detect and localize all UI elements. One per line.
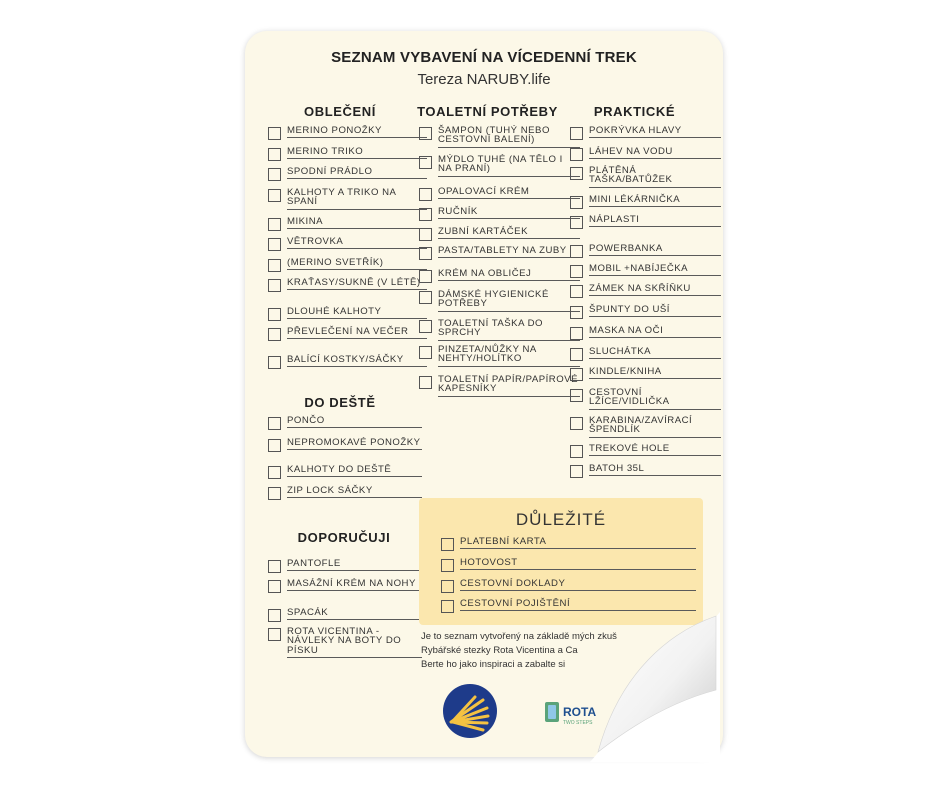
checklist-item-label: MERINO TRIKO bbox=[287, 147, 427, 159]
checkbox[interactable] bbox=[419, 208, 432, 221]
checklist-item-pokryvka-hlavy[interactable] bbox=[570, 126, 721, 140]
checklist-item-label: KALHOTY A TRIKO NA SPANÍ bbox=[287, 188, 427, 210]
checklist-item-cestovni-doklady[interactable] bbox=[441, 579, 696, 593]
checklist-item-label: PLATEBNÍ KARTA bbox=[460, 537, 696, 549]
checkbox[interactable] bbox=[268, 168, 281, 181]
checklist-item-maska-na-oci[interactable] bbox=[570, 326, 721, 340]
checkbox[interactable] bbox=[419, 247, 432, 260]
checkbox[interactable] bbox=[268, 148, 281, 161]
checklist-item-powerbanka[interactable] bbox=[570, 244, 721, 258]
checkbox[interactable] bbox=[268, 356, 281, 369]
checkbox[interactable] bbox=[570, 445, 583, 458]
checklist-item-damske-hygienicke-potreby[interactable] bbox=[419, 290, 580, 312]
checklist-item-mydlo-tuhe-na-telo-i-na-prani[interactable] bbox=[419, 155, 580, 177]
checklist-item-masazni-krem-na-nohy[interactable] bbox=[268, 579, 422, 593]
checklist-item-label: ROTA VICENTINA - NÁVLEKY NA BOTY DO PÍSKU bbox=[287, 627, 422, 658]
checklist-item-label: ZÁMEK NA SKŘÍŇKU bbox=[589, 284, 721, 296]
checkbox[interactable] bbox=[268, 328, 281, 341]
heading-doporucuji: DOPORUČUJI bbox=[297, 530, 391, 545]
checklist-item-batoh-35l[interactable] bbox=[570, 464, 721, 478]
checklist-item-label: TREKOVÉ HOLE bbox=[589, 444, 721, 456]
checklist-item-spacak[interactable] bbox=[268, 608, 422, 622]
checkbox[interactable] bbox=[268, 238, 281, 251]
checkbox[interactable] bbox=[268, 279, 281, 292]
checkbox[interactable] bbox=[570, 327, 583, 340]
logo-text: ROTA bbox=[563, 705, 597, 719]
note-line: Rybářské stezky Rota Vicentina a Ca bbox=[421, 645, 578, 656]
checklist-item-label: DLOUHÉ KALHOTY bbox=[287, 307, 427, 319]
checkbox[interactable] bbox=[268, 417, 281, 430]
checklist-item-label: BALÍCÍ KOSTKY/SÁČKY bbox=[287, 355, 427, 367]
checklist-item-cestovni-pojisteni[interactable] bbox=[441, 599, 696, 613]
checklist-item-label: MASKA NA OČI bbox=[589, 326, 721, 338]
checklist-item-label: KARABINA/ZAVÍRACÍ ŠPENDLÍK bbox=[589, 416, 721, 438]
checklist-item-label: SLUCHÁTKA bbox=[589, 347, 721, 359]
checklist-item-label: CESTOVNÍ DOKLADY bbox=[460, 579, 696, 591]
checklist-item-toaletni-papir-papirove-kapesniky[interactable] bbox=[419, 375, 580, 397]
checklist-item-vetrovka[interactable] bbox=[268, 237, 427, 251]
checkbox[interactable] bbox=[419, 320, 432, 333]
checkbox[interactable] bbox=[419, 376, 432, 389]
checklist-item-label: NÁPLASTI bbox=[589, 215, 721, 227]
checklist-item-label: MINI LÉKÁRNIČKA bbox=[589, 195, 721, 207]
page-subtitle: Tereza NARUBY.life bbox=[417, 71, 551, 88]
checkbox[interactable] bbox=[570, 265, 583, 278]
checklist-item-label: (MERINO SVETŘÍK) bbox=[287, 258, 427, 270]
checklist-item-label: PINZETA/NŮŽKY NA NEHTY/HOLÍTKO bbox=[438, 345, 580, 367]
note-line: Je to seznam vytvořený na základě mých zkuš bbox=[421, 631, 617, 642]
checklist-item-label: KRÉM NA OBLIČEJ bbox=[438, 269, 580, 281]
checkbox[interactable] bbox=[570, 417, 583, 430]
checklist-item-label: DÁMSKÉ HYGIENICKÉ POTŘEBY bbox=[438, 290, 580, 312]
checklist-item-label: SPACÁK bbox=[287, 608, 422, 620]
heading-obleceni: OBLEČENÍ bbox=[304, 104, 376, 119]
checklist-item-mikina[interactable] bbox=[268, 217, 427, 231]
checkbox[interactable] bbox=[570, 465, 583, 478]
checkbox[interactable] bbox=[419, 156, 432, 169]
checklist-item-label: SPODNÍ PRÁDLO bbox=[287, 167, 427, 179]
checklist-item-toaletni-taska-do-sprchy[interactable] bbox=[419, 319, 580, 341]
checklist-item-nepromokave-ponozky[interactable] bbox=[268, 438, 422, 452]
checklist-item-opalovaci-krem[interactable] bbox=[419, 187, 580, 201]
checkbox[interactable] bbox=[570, 368, 583, 381]
important-heading: DŮLEŽITÉ bbox=[515, 510, 607, 529]
checklist-item-label: KINDLE/KNIHA bbox=[589, 367, 721, 379]
checklist-item-label: ŠAMPON (TUHÝ NEBO CESTOVNÍ BALENÍ) bbox=[438, 126, 580, 148]
checkbox[interactable] bbox=[570, 127, 583, 140]
checklist-item-zubni-kartacek[interactable] bbox=[419, 227, 580, 241]
checklist-item-trekove-hole[interactable] bbox=[570, 444, 721, 458]
checklist-item-rucnik[interactable] bbox=[419, 207, 580, 221]
checklist-item-merino-ponozky[interactable] bbox=[268, 126, 427, 140]
checkbox[interactable] bbox=[441, 538, 454, 551]
checklist-item-label: MIKINA bbox=[287, 217, 427, 229]
checklist-item-label: CESTOVNÍ POJIŠTĚNÍ bbox=[460, 599, 696, 611]
checklist-item-label: PONČO bbox=[287, 416, 422, 428]
checklist-item-label: ZUBNÍ KARTÁČEK bbox=[438, 227, 580, 239]
checklist-item-merino-triko[interactable] bbox=[268, 147, 427, 161]
checklist-item-pantofle[interactable] bbox=[268, 559, 422, 573]
checklist-item-ponco[interactable] bbox=[268, 416, 422, 430]
checkbox[interactable] bbox=[419, 188, 432, 201]
checkbox[interactable] bbox=[268, 628, 281, 641]
checkbox[interactable] bbox=[419, 228, 432, 241]
checklist-item-label: PLÁTĚNÁ TAŠKA/BATŮŽEK bbox=[589, 166, 721, 188]
checklist-item-label: ŠPUNTY DO UŠÍ bbox=[589, 305, 721, 317]
checkbox[interactable] bbox=[441, 559, 454, 572]
checklist-item-karabina-zaviraci-spendlik[interactable] bbox=[570, 416, 721, 438]
page-title: SEZNAM VYBAVENÍ NA VÍCEDENNÍ TREK bbox=[331, 49, 637, 66]
checklist-item-rota-vicentina-navleky-na-boty-do-pisku[interactable] bbox=[268, 627, 422, 658]
checklist-item-label: RUČNÍK bbox=[438, 207, 580, 219]
checkbox[interactable] bbox=[268, 439, 281, 452]
checklist-item-label: POKRÝVKA HLAVY bbox=[589, 126, 721, 138]
checklist-item-label: BATOH 35L bbox=[589, 464, 721, 476]
checkbox[interactable] bbox=[570, 348, 583, 361]
checklist-item-krem-na-oblicej[interactable] bbox=[419, 269, 580, 283]
checkbox[interactable] bbox=[570, 306, 583, 319]
checkbox[interactable] bbox=[570, 285, 583, 298]
checkbox[interactable] bbox=[268, 487, 281, 500]
checklist-item-label: TOALETNÍ TAŠKA DO SPRCHY bbox=[438, 319, 580, 341]
checkbox[interactable] bbox=[268, 259, 281, 272]
checklist-item-label: CESTOVNÍ LŽÍCE/VIDLIČKA bbox=[589, 388, 721, 410]
checklist-item-label: NEPROMOKAVÉ PONOŽKY bbox=[287, 438, 422, 450]
checklist-item-spodni-pradlo[interactable] bbox=[268, 167, 427, 181]
checklist-item-kindle-kniha[interactable] bbox=[570, 367, 721, 381]
checklist-item-prevleceni-na-vecer[interactable] bbox=[268, 327, 427, 341]
checkbox[interactable] bbox=[570, 167, 583, 180]
camino-shell-icon bbox=[443, 684, 497, 738]
checkbox[interactable] bbox=[419, 127, 432, 140]
checklist-item-lahev-na-vodu[interactable] bbox=[570, 147, 721, 161]
checklist-item-label: MERINO PONOŽKY bbox=[287, 126, 427, 138]
checkbox[interactable] bbox=[268, 580, 281, 593]
checklist-item-zip-lock-sacky[interactable] bbox=[268, 486, 422, 500]
checklist-item-sluchatka[interactable] bbox=[570, 347, 721, 361]
checklist-item-label: MOBIL +NABÍJEČKA bbox=[589, 264, 721, 276]
checklist-item-hotovost[interactable] bbox=[441, 558, 696, 572]
checklist-item-zamek-na-skrinku[interactable] bbox=[570, 284, 721, 298]
checklist-item-cestovni-lzice-vidlicka[interactable] bbox=[570, 388, 721, 410]
checkbox[interactable] bbox=[419, 291, 432, 304]
checklist-item-mobil-nabijecka[interactable] bbox=[570, 264, 721, 278]
checklist-item-label: MÝDLO TUHÉ (NA TĚLO I NA PRANÍ) bbox=[438, 155, 580, 177]
checklist-item-label: HOTOVOST bbox=[460, 558, 696, 570]
note-line: Berte ho jako inspiraci a zabalte si bbox=[421, 659, 566, 670]
logo-subtext: TWO STEPS bbox=[563, 720, 593, 726]
checkbox[interactable] bbox=[268, 218, 281, 231]
checklist-item-label: POWERBANKA bbox=[589, 244, 721, 256]
checkbox[interactable] bbox=[570, 389, 583, 402]
checklist-item-kalhoty-do-deste[interactable] bbox=[268, 465, 422, 479]
checklist-item-platebni-karta[interactable] bbox=[441, 537, 696, 551]
checklist-item-naplasti[interactable] bbox=[570, 215, 721, 229]
checklist-item-kratasy-sukne-v-lete[interactable] bbox=[268, 278, 427, 292]
checkbox[interactable] bbox=[441, 580, 454, 593]
checklist-item-label: MASÁŽNÍ KRÉM NA NOHY bbox=[287, 579, 422, 591]
checkbox[interactable] bbox=[268, 127, 281, 140]
checkbox[interactable] bbox=[419, 346, 432, 359]
checklist-item-merino-svetrik[interactable] bbox=[268, 258, 427, 272]
checklist-item-label: PŘEVLEČENÍ NA VEČER bbox=[287, 327, 427, 339]
checkbox[interactable] bbox=[570, 216, 583, 229]
checkbox[interactable] bbox=[570, 148, 583, 161]
checkbox[interactable] bbox=[268, 609, 281, 622]
checkbox[interactable] bbox=[268, 308, 281, 321]
checklist-item-label: PANTOFLE bbox=[287, 559, 422, 571]
checklist-item-label: TOALETNÍ PAPÍR/PAPÍROVÉ KAPESNÍKY bbox=[438, 375, 580, 397]
checkbox[interactable] bbox=[419, 270, 432, 283]
checklist-item-label: VĚTROVKA bbox=[287, 237, 427, 249]
checkbox[interactable] bbox=[570, 196, 583, 209]
checklist-item-label: KRAŤASY/SUKNĚ (V LÉTĚ) bbox=[287, 278, 427, 290]
checklist-item-balici-kostky-sacky[interactable] bbox=[268, 355, 427, 369]
checklist-item-pinzeta-nuzky-na-nehty-holitko[interactable] bbox=[419, 345, 580, 367]
checklist-item-dlouhe-kalhoty[interactable] bbox=[268, 307, 427, 321]
checklist-item-label: KALHOTY DO DEŠTĚ bbox=[287, 465, 422, 477]
checkbox[interactable] bbox=[268, 466, 281, 479]
checklist-item-sampon-tuhy-nebo-cestovni-baleni[interactable] bbox=[419, 126, 580, 148]
page-curl bbox=[590, 612, 720, 762]
checklist-item-label: OPALOVACÍ KRÉM bbox=[438, 187, 580, 199]
checkbox[interactable] bbox=[441, 600, 454, 613]
checklist-item-kalhoty-a-triko-na-spani[interactable] bbox=[268, 188, 427, 210]
checklist-item-label: LÁHEV NA VODU bbox=[589, 147, 721, 159]
checkbox[interactable] bbox=[268, 560, 281, 573]
heading-do-deste: DO DEŠTĚ bbox=[304, 395, 376, 410]
checkbox[interactable] bbox=[570, 245, 583, 258]
checklist-item-label: ZIP LOCK SÁČKY bbox=[287, 486, 422, 498]
checkbox[interactable] bbox=[268, 189, 281, 202]
checklist-item-spunty-do-usi[interactable] bbox=[570, 305, 721, 319]
checklist-item-platena-taska-batuzek[interactable] bbox=[570, 166, 721, 188]
heading-prakticke: PRAKTICKÉ bbox=[593, 104, 676, 119]
heading-toaletni: TOALETNÍ POTŘEBY bbox=[417, 104, 558, 119]
checklist-item-mini-lekarnicka[interactable] bbox=[570, 195, 721, 209]
checklist-item-pasta-tablety-na-zuby[interactable] bbox=[419, 246, 580, 260]
checklist-item-label: PASTA/TABLETY NA ZUBY bbox=[438, 246, 580, 258]
